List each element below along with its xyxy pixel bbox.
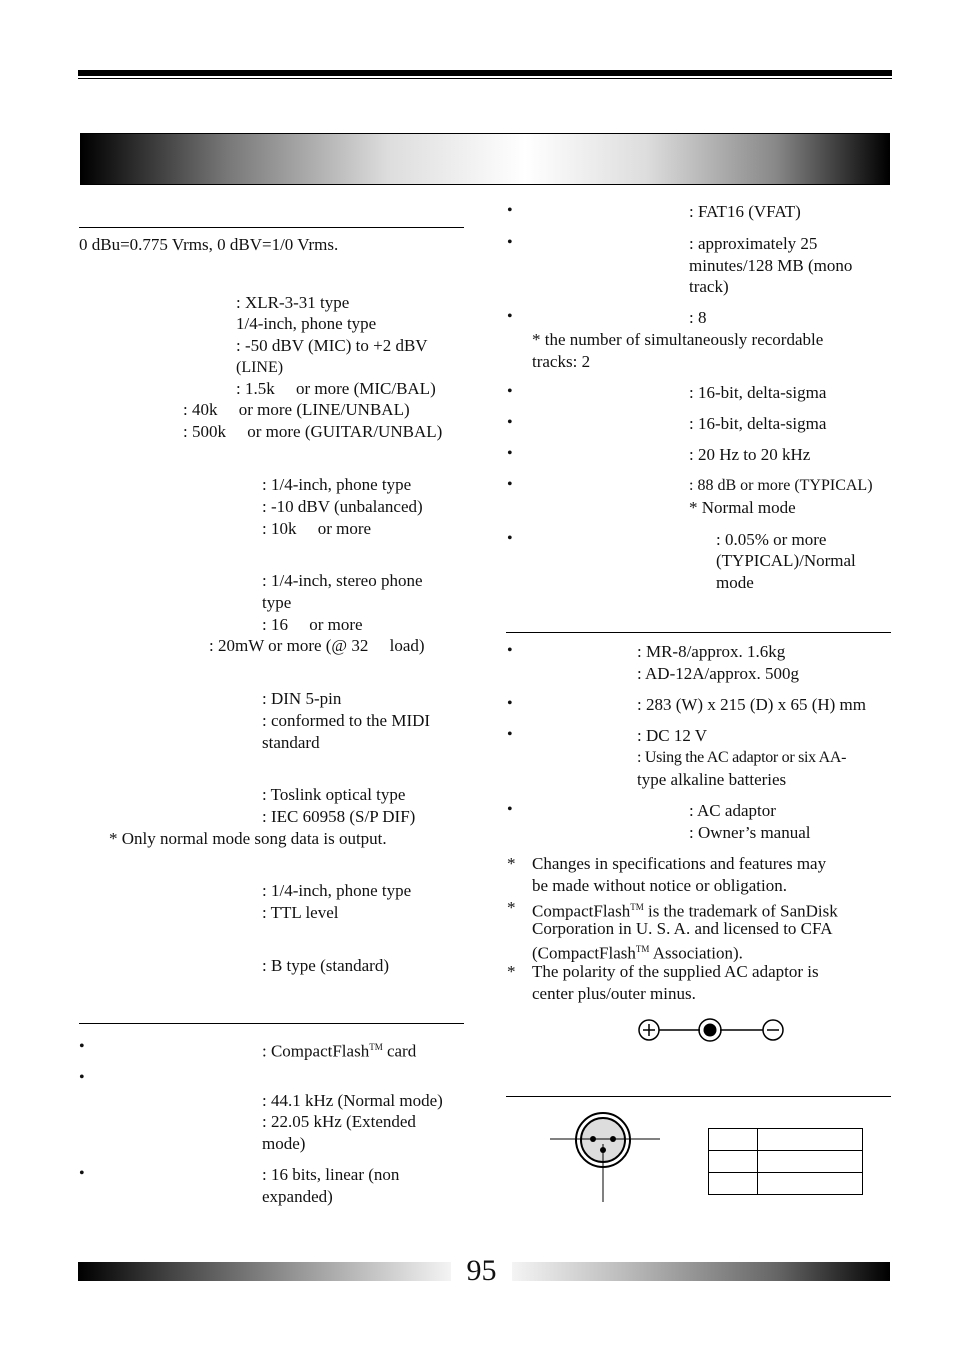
digital-connector: : Toslink optical type bbox=[262, 785, 406, 804]
bullet: • bbox=[507, 476, 513, 493]
bullet: • bbox=[79, 1165, 85, 1182]
recording-media: : CompactFlash™ card bbox=[262, 1041, 417, 1061]
weight-1: : MR-8/approx. 1.6kg bbox=[637, 642, 786, 661]
section-rule bbox=[506, 632, 891, 633]
bullet: • bbox=[79, 1069, 85, 1086]
note-star: * bbox=[507, 898, 516, 917]
general-note: 0 dBu=0.775 Vrms, 0 dBV=1/0 Vrms. bbox=[79, 235, 339, 254]
remote-level: : TTL level bbox=[262, 903, 339, 922]
midi-standard-2: standard bbox=[262, 733, 320, 752]
footer-band-right bbox=[512, 1262, 890, 1281]
xlr-connector-icon bbox=[548, 1108, 663, 1204]
bullet: • bbox=[507, 530, 513, 547]
thd-2: (TYPICAL)/Normal bbox=[716, 551, 856, 570]
section-rule bbox=[506, 1096, 891, 1097]
digital-note: * Only normal mode song data is output. bbox=[109, 829, 387, 848]
power-3: type alkaline batteries bbox=[637, 770, 787, 789]
accessory-2: : Owner’s manual bbox=[689, 823, 811, 842]
accessory-1: : AC adaptor bbox=[689, 801, 776, 820]
mic-level: : -50 dBV (MIC) to +2 dBV bbox=[236, 336, 428, 355]
lineout-impedance: : 10k or more bbox=[262, 519, 372, 538]
bullet: • bbox=[507, 726, 513, 743]
bullet: • bbox=[507, 383, 513, 400]
bullet: • bbox=[507, 308, 513, 325]
note-star: * bbox=[507, 962, 516, 981]
thd-1: : 0.05% or more bbox=[716, 530, 827, 549]
sampling-freq-2b: mode) bbox=[262, 1134, 306, 1153]
mic-impedance-3: : 500k or more (GUITAR/UNBAL) bbox=[183, 422, 443, 441]
tracks-note-2: tracks: 2 bbox=[532, 352, 591, 371]
footer-band-left bbox=[78, 1262, 451, 1281]
mic-impedance-1: : 1.5k or more (MIC/BAL) bbox=[236, 379, 436, 398]
power-1: : DC 12 V bbox=[637, 726, 708, 745]
note-3a: The polarity of the supplied AC adaptor is bbox=[532, 962, 819, 981]
digital-format: : IEC 60958 (S/P DIF) bbox=[262, 807, 416, 826]
lineout-connector: : 1/4-inch, phone type bbox=[262, 475, 412, 494]
mic-connector-2: 1/4-inch, phone type bbox=[236, 314, 377, 333]
phones-power: : 20mW or more (@ 32 load) bbox=[209, 636, 425, 655]
remote-connector: : 1/4-inch, phone type bbox=[262, 881, 412, 900]
rec-time-1: : approximately 25 bbox=[689, 234, 818, 253]
note-3b: center plus/outer minus. bbox=[532, 984, 696, 1003]
file-system: : FAT16 (VFAT) bbox=[689, 202, 801, 221]
note-1a: Changes in specifications and features may bbox=[532, 854, 827, 873]
usb-type: : B type (standard) bbox=[262, 956, 389, 975]
power-2: : Using the AC adaptor or six AA- bbox=[637, 749, 847, 766]
rec-time-2: minutes/128 MB (mono bbox=[689, 256, 853, 275]
rec-time-3: track) bbox=[689, 277, 729, 296]
bullet: • bbox=[507, 801, 513, 818]
midi-connector: : DIN 5-pin bbox=[262, 689, 342, 708]
quantization-2: expanded) bbox=[262, 1187, 333, 1206]
note-2b: Corporation in U. S. A. and licensed to CFA bbox=[532, 919, 833, 938]
mic-impedance-2: : 40k or more (LINE/UNBAL) bbox=[183, 400, 410, 419]
section-rule bbox=[79, 227, 464, 228]
note-2a: CompactFlash™ is the trademark of SanDisk bbox=[532, 901, 838, 921]
midi-standard: : conformed to the MIDI bbox=[262, 711, 431, 730]
bullet: • bbox=[79, 1038, 85, 1055]
bullet: • bbox=[507, 202, 513, 219]
phones-connector: : 1/4-inch, stereo phone bbox=[262, 571, 423, 590]
bullet: • bbox=[507, 234, 513, 251]
note-1b: be made without notice or obligation. bbox=[532, 876, 787, 895]
frequency-response: : 20 Hz to 20 kHz bbox=[689, 445, 811, 464]
sampling-freq-2: : 22.05 kHz (Extended bbox=[262, 1112, 416, 1131]
section-header-band bbox=[80, 133, 890, 185]
snr-note: * Normal mode bbox=[689, 498, 796, 517]
top-rule-thin bbox=[78, 78, 892, 79]
mic-level-2: (LINE) bbox=[236, 359, 284, 376]
quantization: : 16 bits, linear (non bbox=[262, 1165, 400, 1184]
tracks: : 8 bbox=[689, 308, 707, 327]
dimensions: : 283 (W) x 215 (D) x 65 (H) mm bbox=[637, 695, 866, 714]
bullet: • bbox=[507, 642, 513, 659]
phones-connector-2: type bbox=[262, 593, 292, 612]
weight-2: : AD-12A/approx. 500g bbox=[637, 664, 799, 683]
bullet: • bbox=[507, 414, 513, 431]
bullet: • bbox=[507, 445, 513, 462]
page-number: 95 bbox=[466, 1254, 497, 1287]
da-conversion: : 16-bit, delta-sigma bbox=[689, 414, 827, 433]
top-rule-thick bbox=[78, 70, 892, 76]
snr: : 88 dB or more (TYPICAL) bbox=[689, 477, 873, 494]
lineout-level: : -10 dBV (unbalanced) bbox=[262, 497, 423, 516]
phones-impedance: : 16 or more bbox=[262, 615, 363, 634]
bullet: • bbox=[507, 695, 513, 712]
note-2c: (CompactFlash™ Association). bbox=[532, 943, 743, 963]
section-rule bbox=[79, 1023, 464, 1024]
thd-3: mode bbox=[716, 573, 754, 592]
sampling-freq-1: : 44.1 kHz (Normal mode) bbox=[262, 1091, 443, 1110]
pin-assignment-table bbox=[708, 1128, 863, 1195]
mic-connector: : XLR-3-31 type bbox=[236, 293, 350, 312]
note-star: * bbox=[507, 854, 516, 873]
polarity-diagram-icon bbox=[630, 1012, 795, 1048]
tracks-note-1: * the number of simultaneously recordable bbox=[532, 330, 824, 349]
ad-conversion: : 16-bit, delta-sigma bbox=[689, 383, 827, 402]
